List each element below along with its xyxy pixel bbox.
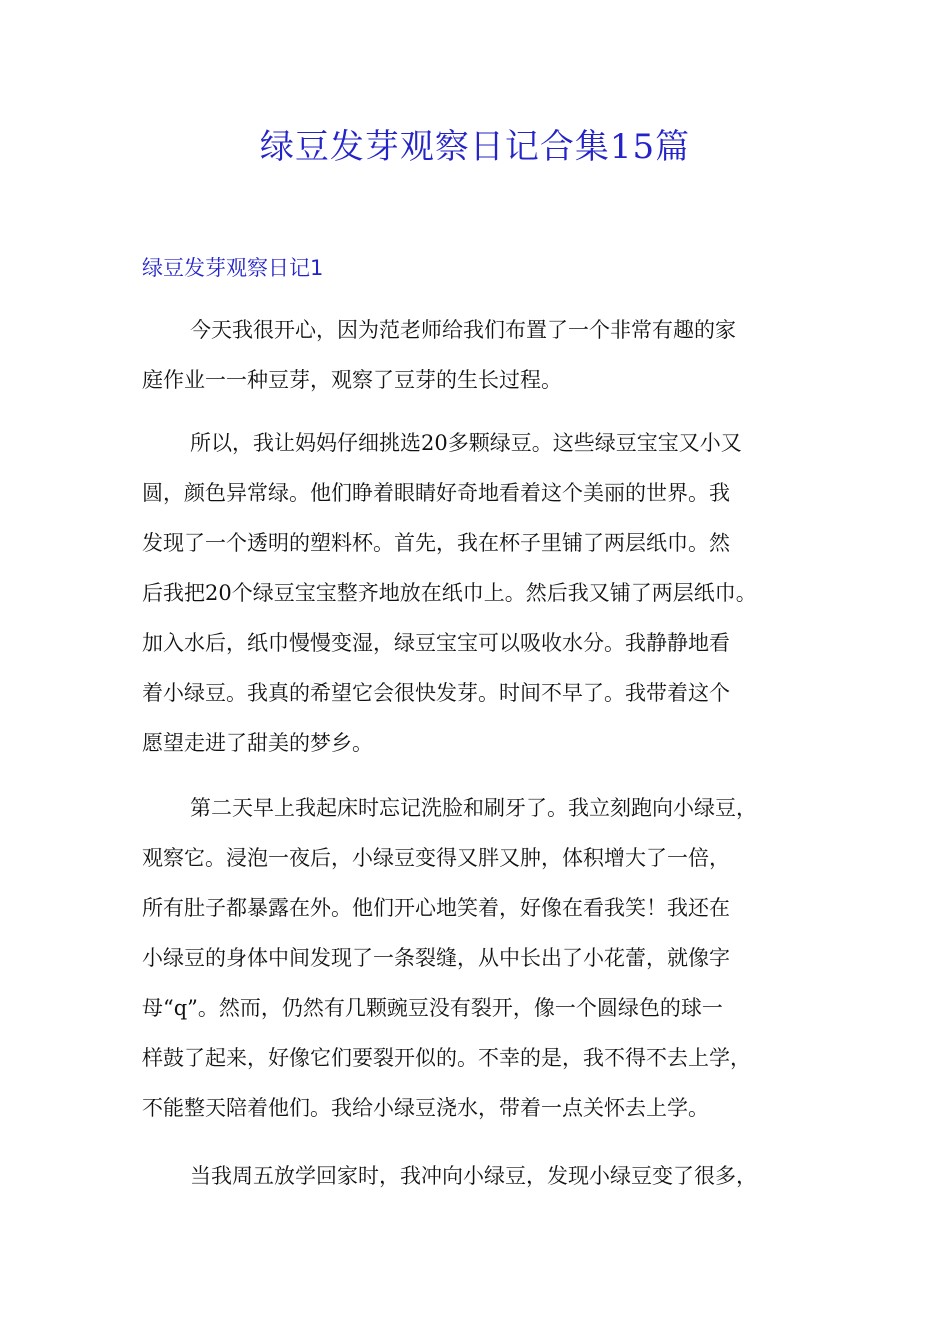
paragraph-line: 样鼓了起来，好像它们要裂开似的。不幸的是，我不得不去上学， [142,1046,751,1070]
paragraph [142,783,822,1133]
paragraph-line: 当我周五放学回家时，我冲向小绿豆，发现小绿豆变了很多， [190,1164,757,1188]
paragraph-line: 今天我很开心，因为范老师给我们布置了一个非常有趣的家 [190,318,736,342]
paragraph [142,1151,822,1201]
paragraph-line: 不能整天陪着他们。我给小绿豆浇水，带着一点关怀去上学。 [142,1096,709,1120]
paragraph-line: 所以，我让妈妈仔细挑选20多颗绿豆。这些绿豆宝宝又小又 [190,431,742,455]
paragraph-line: 愿望走进了甜美的梦乡。 [142,731,373,755]
paragraph-line: 加入水后，纸巾慢慢变湿，绿豆宝宝可以吸收水分。我静静地看 [142,631,730,655]
paragraph [142,305,822,405]
paragraph-line: 所有肚子都暴露在外。他们开心地笑着，好像在看我笑！我还在 [142,896,730,920]
paragraph-line: 小绿豆的身体中间发现了一条裂缝，从中长出了小花蕾，就像字 [142,946,730,970]
paragraph-line: 第二天早上我起床时忘记洗脸和刷牙了。我立刻跑向小绿豆， [190,796,757,820]
paragraph-line: 母“q”。然而，仍然有几颗豌豆没有裂开，像一个圆绿色的球一 [142,996,723,1020]
document-title: 绿豆发芽观察日记合集15篇 [259,127,691,167]
paragraph-line: 观察它。浸泡一夜后，小绿豆变得又胖又肿，体积增大了一倍， [142,846,730,870]
paragraph-line: 后我把20个绿豆宝宝整齐地放在纸巾上。然后我又铺了两层纸巾。 [142,581,757,605]
paragraph-line: 发现了一个透明的塑料杯。首先，我在杯子里铺了两层纸巾。然 [142,531,730,555]
paragraph-line: 圆，颜色异常绿。他们睁着眼睛好奇地看着这个美丽的世界。我 [142,481,730,505]
section-heading: 绿豆发芽观察日记1 [142,256,324,280]
paragraph-line: 庭作业一一种豆芽，观察了豆芽的生长过程。 [142,368,562,392]
paragraph-line: 着小绿豆。我真的希望它会很快发芽。时间不早了。我带着这个 [142,681,730,705]
paragraph [142,418,822,768]
